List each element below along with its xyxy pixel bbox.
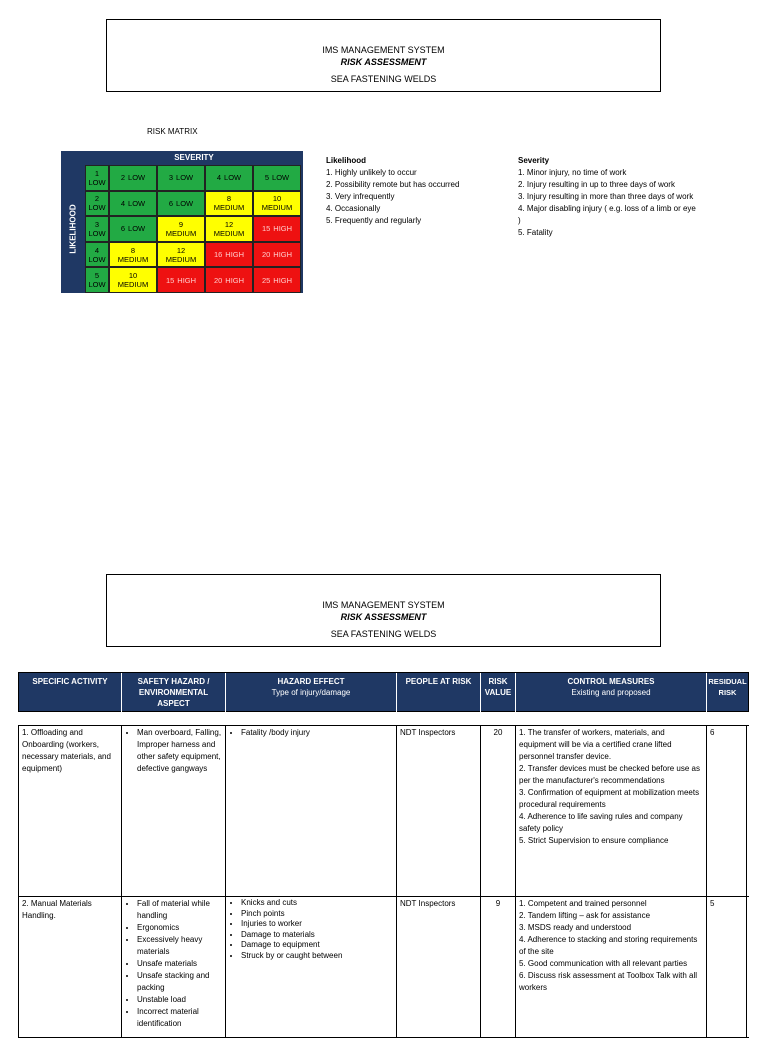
risk-matrix-cell xyxy=(205,242,253,268)
legend-item: 3. Very infrequently xyxy=(326,192,395,201)
risk-matrix-cell xyxy=(85,216,109,242)
risk-level: LOW xyxy=(128,224,146,234)
legend-item: 5. Fatality xyxy=(518,228,553,237)
people-cell: NDT Inspectors xyxy=(396,726,480,896)
risk-level: LOW xyxy=(176,173,194,183)
people-cell: NDT Inspectors xyxy=(396,897,480,1037)
control-title: CONTROL MEASURES xyxy=(567,677,655,686)
severity-legend-title: Severity xyxy=(518,156,550,165)
risk-level: MEDIUM xyxy=(165,254,197,264)
control-cell xyxy=(515,726,706,896)
risk-matrix-grid xyxy=(85,165,303,293)
document-type: RISK ASSESSMENT xyxy=(340,612,427,622)
risk-matrix-cell xyxy=(253,165,301,191)
hazard-item: • Incorrect material identification xyxy=(137,1006,222,1030)
legend-item: 4. Major disabling injury ( e.g. loss of a limb or eye ) xyxy=(518,204,696,225)
effect-cell xyxy=(225,897,396,1037)
control-item: 4. Adherence to stacking and storing requirements of the site xyxy=(519,935,698,956)
risk-matrix-cell xyxy=(85,267,109,293)
risk-level: MEDIUM xyxy=(261,203,293,213)
legend-item: 5. Frequently and regularly xyxy=(326,216,422,225)
activity-cell: 1. Offloading and Onboarding (workers, necessary materials, and equipment) xyxy=(18,726,121,896)
risk-value-cell: 20 xyxy=(480,726,515,896)
system-title: IMS MANAGEMENT SYSTEM xyxy=(322,600,445,610)
legend-item: 2. Possibility remote but has occurred xyxy=(326,180,460,189)
legend-item: 3. Injury resulting in more than three days of work xyxy=(518,192,694,201)
risk-level: HIGH xyxy=(225,275,245,285)
table-body xyxy=(18,725,749,1038)
control-cell xyxy=(515,897,706,1037)
risk-score: 5 xyxy=(94,271,100,281)
system-title: IMS MANAGEMENT SYSTEM xyxy=(322,45,445,55)
effect-item: • Damage to materials xyxy=(241,930,393,941)
risk-matrix-cell xyxy=(253,242,301,268)
risk-score: 20 xyxy=(261,250,271,260)
risk-score: 4 xyxy=(216,173,222,183)
risk-matrix-cell xyxy=(205,267,253,293)
document-header xyxy=(106,19,661,92)
risk-matrix-cell xyxy=(157,191,205,217)
risk-score: 3 xyxy=(94,219,100,229)
legend-item: 4. Occasionally xyxy=(326,204,381,213)
hazard-item: • Ergonomics xyxy=(137,922,222,934)
hazard-item: • Unstable load xyxy=(137,994,222,1006)
control-item: 2. Transfer devices must be checked before use as per the manufacturer's recommendations xyxy=(519,764,700,785)
risk-level: HIGH xyxy=(273,275,293,285)
risk-score: 8 xyxy=(130,245,136,255)
severity-axis-title: SEVERITY xyxy=(174,153,214,162)
column-header-hazard: SAFETY HAZARD / ENVIRONMENTAL ASPECT xyxy=(122,673,226,713)
effect-item: • Injuries to worker xyxy=(241,919,393,930)
risk-score: 16 xyxy=(213,250,223,260)
risk-matrix-cell xyxy=(109,191,157,217)
risk-matrix-cell xyxy=(109,242,157,268)
risk-level: HIGH xyxy=(177,275,197,285)
risk-score: 2 xyxy=(120,173,126,183)
likelihood-legend xyxy=(326,155,496,227)
risk-score: 2 xyxy=(94,194,100,204)
risk-matrix-cell xyxy=(253,267,301,293)
risk-level: HIGH xyxy=(273,224,293,234)
risk-matrix xyxy=(61,151,303,293)
column-header-control xyxy=(516,673,707,713)
hazard-item: • Fall of material while handling xyxy=(137,898,222,922)
risk-matrix-cell xyxy=(157,242,205,268)
risk-value-cell: 9 xyxy=(480,897,515,1037)
activity-cell: 2. Manual Materials Handling. xyxy=(18,897,121,1037)
risk-level: LOW xyxy=(88,177,106,187)
risk-score: 6 xyxy=(120,224,126,234)
control-item: 6. Discuss risk assessment at Toolbox Talk with all workers xyxy=(519,971,697,992)
risk-matrix-cell xyxy=(157,165,205,191)
column-header-effect xyxy=(226,673,397,713)
risk-matrix-cell xyxy=(157,216,205,242)
risk-score: 25 xyxy=(261,275,271,285)
risk-score: 8 xyxy=(226,194,232,204)
risk-matrix-cell xyxy=(253,216,301,242)
risk-score: 15 xyxy=(261,224,271,234)
effect-item: • Pinch points xyxy=(241,909,393,920)
column-header-activity: SPECIFIC ACTIVITY xyxy=(19,673,122,713)
risk-level: HIGH xyxy=(225,250,245,260)
risk-matrix-label: RISK MATRIX xyxy=(147,127,198,136)
effect-subtitle: Type of injury/damage xyxy=(271,688,351,697)
control-item: 4. Adherence to life saving rules and company safety policy xyxy=(519,812,683,833)
column-header-residual: RESIDUAL RISK xyxy=(708,677,747,697)
effect-item: • Struck by or caught between xyxy=(241,951,393,962)
risk-level: HIGH xyxy=(273,250,293,260)
hazard-cell xyxy=(121,897,225,1037)
risk-level: LOW xyxy=(88,280,106,290)
table-header xyxy=(18,672,749,712)
legend-item: 1. Minor injury, no time of work xyxy=(518,168,627,177)
effect-title: HAZARD EFFECT xyxy=(277,677,345,686)
risk-score: 4 xyxy=(120,198,126,208)
hazard-item: • Excessively heavy materials xyxy=(137,934,222,958)
risk-level: MEDIUM xyxy=(165,228,197,238)
risk-level: LOW xyxy=(128,198,146,208)
hazard-item: • Unsafe materials xyxy=(137,958,222,970)
table-row xyxy=(18,897,749,1038)
effect-item: • Damage to equipment xyxy=(241,940,393,951)
risk-score: 4 xyxy=(94,245,100,255)
severity-legend xyxy=(518,155,700,239)
legend-item: 2. Injury resulting in up to three days of work xyxy=(518,180,675,189)
risk-level: LOW xyxy=(88,228,106,238)
risk-level: MEDIUM xyxy=(213,228,245,238)
control-item: 5. Strict Supervision to ensure compliance xyxy=(519,836,669,845)
document-subject: SEA FASTENING WELDS xyxy=(330,74,437,84)
risk-score: 9 xyxy=(178,219,184,229)
risk-matrix-cell xyxy=(205,216,253,242)
risk-score: 5 xyxy=(264,173,270,183)
table-row xyxy=(18,726,749,897)
residual-cell: 5 xyxy=(706,897,747,1037)
risk-level: LOW xyxy=(224,173,242,183)
risk-score: 1 xyxy=(94,168,100,178)
risk-score: 20 xyxy=(213,275,223,285)
risk-level: LOW xyxy=(272,173,290,183)
control-item: 2. Tandem lifting – ask for assistance xyxy=(519,911,651,920)
risk-score: 3 xyxy=(168,173,174,183)
risk-matrix-cell xyxy=(157,267,205,293)
risk-matrix-cell xyxy=(109,216,157,242)
risk-assessment-table xyxy=(18,672,749,1038)
document-subject: SEA FASTENING WELDS xyxy=(330,629,437,639)
column-header-people: PEOPLE AT RISK xyxy=(397,673,481,713)
control-item: 1. Competent and trained personnel xyxy=(519,899,647,908)
risk-matrix-cell xyxy=(205,165,253,191)
risk-score: 12 xyxy=(176,245,186,255)
risk-matrix-cell xyxy=(109,165,157,191)
residual-cell: 6 xyxy=(706,726,747,896)
risk-score: 12 xyxy=(224,219,234,229)
risk-matrix-cell xyxy=(85,242,109,268)
hazard-cell xyxy=(121,726,225,896)
control-subtitle: Existing and proposed xyxy=(571,688,651,697)
risk-level: MEDIUM xyxy=(117,254,149,264)
document-type: RISK ASSESSMENT xyxy=(340,57,427,67)
column-header-risk-value: RISK VALUE xyxy=(481,673,516,713)
risk-score: 10 xyxy=(128,271,138,281)
risk-level: MEDIUM xyxy=(213,203,245,213)
hazard-item: • Unsafe stacking and packing xyxy=(137,970,222,994)
control-item: 3. MSDS ready and understood xyxy=(519,923,632,932)
document-header xyxy=(106,574,661,647)
legend-item: 1. Highly unlikely to occur xyxy=(326,168,417,177)
risk-matrix-cell xyxy=(205,191,253,217)
risk-score: 15 xyxy=(165,275,175,285)
control-item: 5. Good communication with all relevant parties xyxy=(519,959,688,968)
risk-matrix-cell xyxy=(85,165,109,191)
hazard-item: • Man overboard, Falling, Improper harness and other safety equipment, defective gangways xyxy=(137,727,222,775)
effect-item: • Fatality /body injury xyxy=(241,727,393,739)
risk-score: 6 xyxy=(168,198,174,208)
risk-level: LOW xyxy=(128,173,146,183)
risk-matrix-cell xyxy=(109,267,157,293)
effect-item: • Knicks and cuts xyxy=(241,898,393,909)
control-item: 3. Confirmation of equipment at mobilization meets procedural requirements xyxy=(519,788,700,809)
risk-level: LOW xyxy=(88,254,106,264)
likelihood-legend-title: Likelihood xyxy=(326,156,366,165)
control-item: 1. The transfer of workers, materials, and equipment will be via a certified crane lifted personnel transfer device. xyxy=(519,728,672,761)
risk-score: 10 xyxy=(272,194,282,204)
risk-matrix-cell xyxy=(253,191,301,217)
risk-level: MEDIUM xyxy=(117,280,149,290)
risk-level: LOW xyxy=(176,198,194,208)
effect-cell xyxy=(225,726,396,896)
risk-level: LOW xyxy=(88,203,106,213)
risk-matrix-cell xyxy=(85,191,109,217)
likelihood-axis-title: LIKELIHOOD xyxy=(68,204,78,254)
